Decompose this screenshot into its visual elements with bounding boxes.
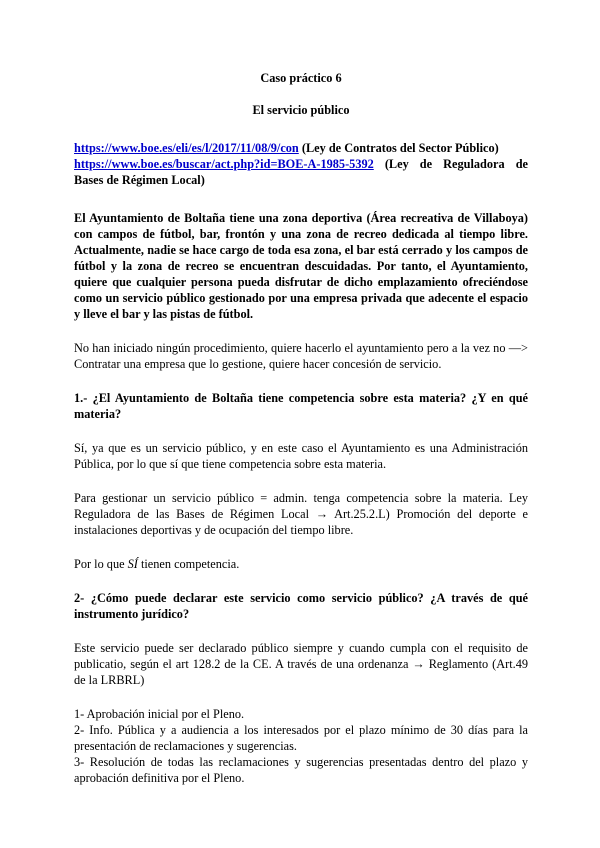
reference-2-description: (Ley de Reguladora de Bases de Régimen Local)	[74, 157, 528, 187]
reference-1	[74, 140, 528, 156]
answer-1-paragraph-2: Para gestionar un servicio público = admin. tenga competencia sobre la materia. Ley Reguladora de las Bases de Régimen Local → Art.25.2.L) Promoción del deporte e instalaciones deportivas y de ocupación del tiempo libre.	[74, 491, 528, 537]
answer-1-conclusion-prefix: Por lo que	[74, 557, 128, 571]
reference-2	[74, 156, 528, 188]
case-statement: El Ayuntamiento de Boltaña tiene una zona deportiva (Área recreativa de Villaboya) con campos de fútbol, bar, frontón y una zona de recreo dedicada al tiempo libre. Actualmente, nadie se hace cargo de toda esa zona, el bar está cerrado y los campos de fútbol y la zona de recreo se encuentran descuidadas. Por tanto, el Ayuntamiento, quiere que cualquier persona pueda disfrutar de dicho emplazamiento ofreciéndose como un servicio público gestionado por una empresa privada que adecente el espacio y lleve el bar y las pistas de fútbol.	[74, 211, 528, 321]
procedure-step: 2- Info. Pública y a audiencia a los interesados por el plazo mínimo de 30 días para la presentación de reclamaciones y sugerencias.	[74, 723, 528, 753]
answer-2-paragraph-1: Este servicio puede ser declarado público siempre y cuando cumpla con el requisito de publicatio, según el art 128.2 de la CE. A través de una ordenanza → Reglamento (Art.49 de la LRBRL)	[74, 641, 528, 687]
reference-1-description: (Ley de Contratos del Sector Público)	[298, 141, 499, 155]
document-body	[74, 66, 528, 786]
answer-1-conclusion	[74, 556, 528, 572]
answer-1-conclusion-suffix: tienen competencia.	[137, 557, 240, 571]
document-subtitle: El servicio público	[252, 103, 350, 117]
answer-1-conclusion-emphasis: SÍ	[127, 557, 138, 571]
procedure-step: 1- Aprobación inicial por el Pleno.	[74, 707, 245, 721]
procedure-step: 3- Resolución de todas las reclamaciones y sugerencias presentadas dentro del plazo y aprobación definitiva por el Pleno.	[74, 755, 528, 785]
answer-1-paragraph-1: Sí, ya que es un servicio público, y en este caso el Ayuntamiento es una Administración Pública, por lo que sí que tiene competencia sobre esta materia.	[74, 441, 528, 471]
question-1: 1.- ¿El Ayuntamiento de Boltaña tiene competencia sobre esta materia? ¿Y en qué materia?	[74, 391, 528, 421]
reference-link-boe-regimen-local[interactable]: https://www.boe.es/buscar/act.php?id=BOE-A-1985-5392	[74, 157, 374, 171]
question-2: 2- ¿Cómo puede declarar este servicio como servicio público? ¿A través de qué instrumento jurídico?	[74, 591, 528, 621]
case-note: No han iniciado ningún procedimiento, quiere hacerlo el ayuntamiento pero a la vez no —> Contratar una empresa que lo gestione, quiere hacer concesión de servicio.	[74, 341, 528, 371]
procedure-steps	[74, 706, 528, 786]
document-title: Caso práctico 6	[260, 71, 342, 85]
reference-link-boe-contratos[interactable]: https://www.boe.es/eli/es/l/2017/11/08/9/con	[74, 141, 299, 155]
